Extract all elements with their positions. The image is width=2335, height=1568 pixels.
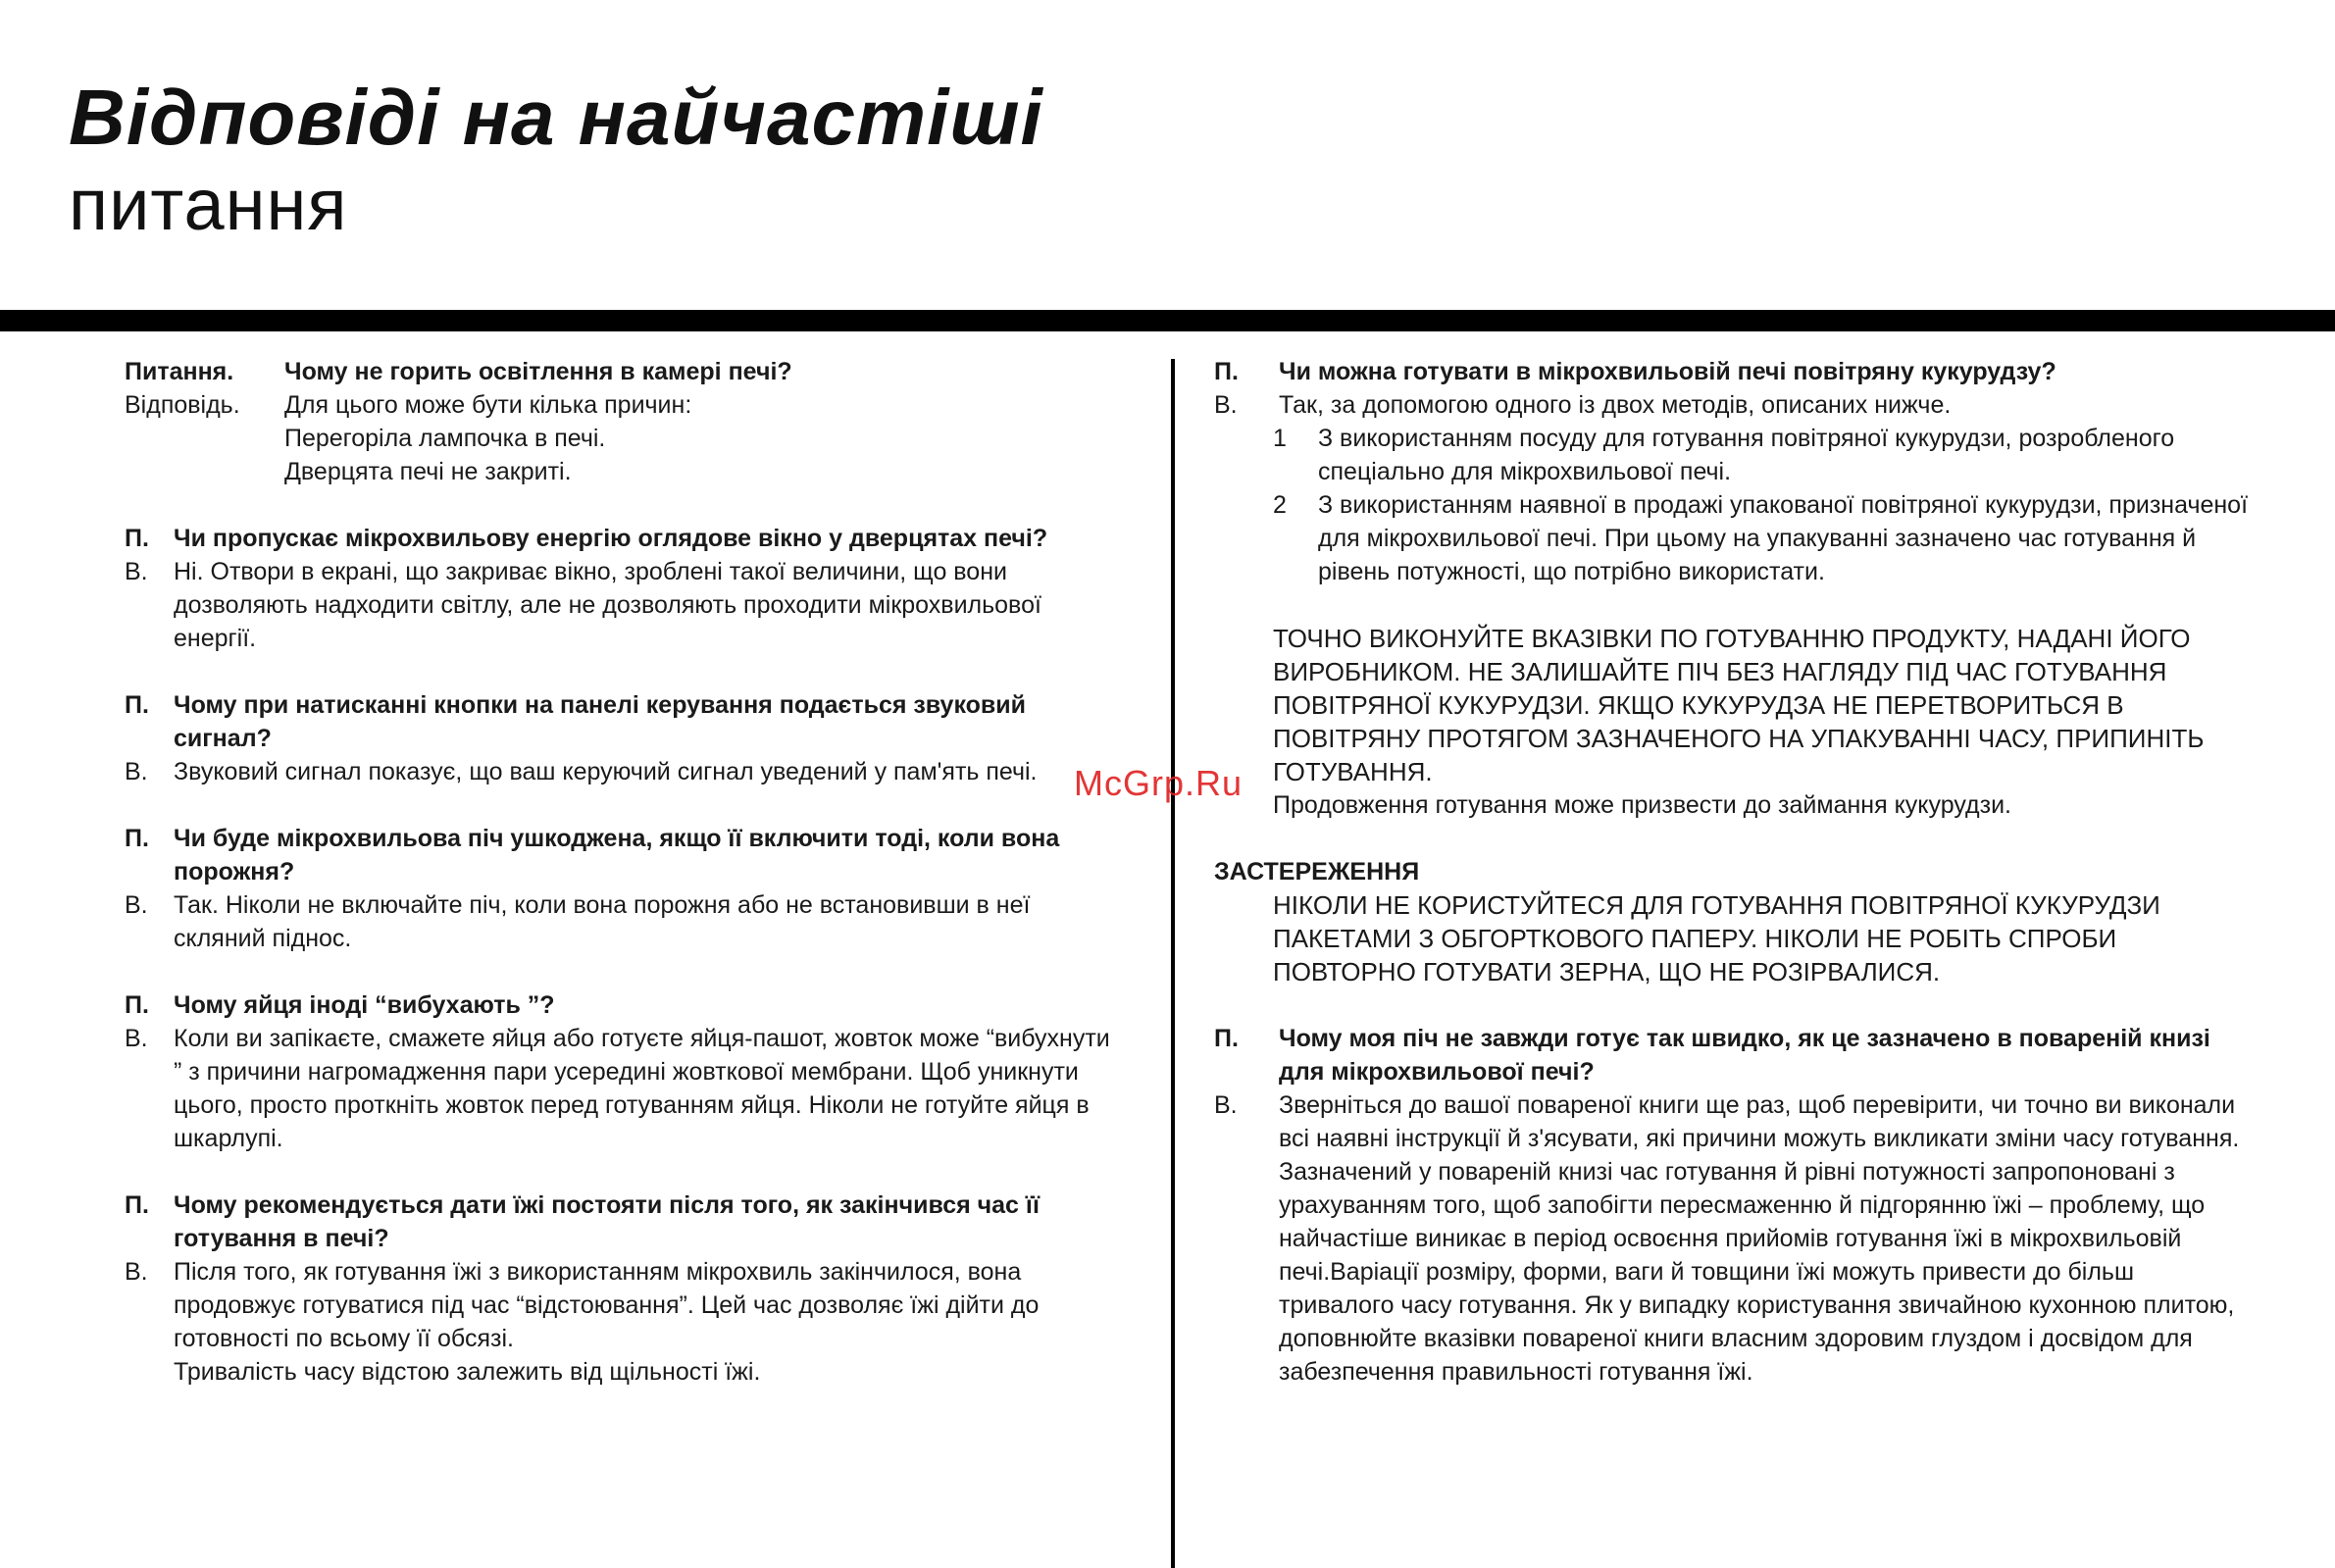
answer-item: Перегоріла лампочка в печі. [284,425,606,452]
watermark: McGrp.Ru [1074,763,1244,803]
answer-text: Зверніться до вашої повареної книги ще раз, щоб перевірити, чи точно ви виконали всі наявні інструкції й з'ясувати, які причини можуть викликати зміни часу готування. Зазначений у повареній книзі час готування й рівні потужності запропоновані з урахуванням того, щоб запобігти пересмаженню й підгорянню їжі – проблему, що найчастіше виникає в період освоєння прийомів готування їжі в мікрохвильовій печі.Варіації розміру, форми, ваги й товщини їжі можуть привести до більш тривалого часу готування. Як у випадку користування звичайною кухонною плитою, доповнюйте вказівки повареної книги власним здоровим глуздом і досвідом для забезпечення правильності готування їжі. [1279,1091,2240,1386]
faq-item [125,1189,1125,1389]
list-item [1273,488,2254,588]
warning-block [1214,855,2254,988]
answer-label: В. [125,891,148,919]
warning-title: ЗАСТЕРЕЖЕННЯ [1214,858,1420,885]
question-text: Чи буде мікрохвильова піч ушкоджена, якщо її включити тоді, коли вона порожня? [174,825,1060,885]
answer-label: В. [125,1025,148,1052]
column-divider [1171,359,1175,1568]
question-text: Чому яйця іноді “вибухають ”? [174,991,555,1019]
answer-label: В. [1214,1091,1238,1119]
faq-item [1214,355,2254,822]
question-label: П. [125,1191,149,1219]
answer-label: Відповідь. [125,391,240,419]
answer-text: Після того, як готування їжі з використанням мікрохвиль закінчилося, вона продовжує готуватися під час “відстоювання”. Цей час дозволяє їжі дійти до готовності по всьому її обсязі. [174,1258,1040,1352]
answer-label: В. [125,758,148,785]
question-label: П. [125,991,149,1019]
answer-item: Дверцята печі не закриті. [284,458,572,485]
method-list [1214,422,2254,588]
question-text: Чому моя піч не завжди готує так швидко, як це зазначено в повареній книзі для мікрохвильової печі? [1279,1025,2210,1086]
question-label: П. [125,825,149,852]
question-label: П. [1214,1025,1239,1052]
question-text: Чи пропускає мікрохвильову енергію оглядове вікно у дверцятах печі? [174,525,1048,552]
right-column [1214,355,2254,1389]
page-title: Відповіді на найчастіші [69,74,1043,161]
faq-item [125,822,1125,955]
list-text: З використанням наявної в продажі упакованої повітряної кукурудзи, призначеної для мікрохвильової печі. При цьому на упакуванні зазначено час готування й рівень потужності, що потрібно використати. [1318,491,2249,585]
page-subtitle: питання [69,164,348,245]
answer-label: В. [125,1258,148,1286]
answer-text: Коли ви запікаєте, смажете яйця або готуєте яйця-пашот, жовток може “вибухнути ” з причини нагромадження пари усередині жовткової мембрани. Щоб уникнути цього, просто проткніть жовток перед готуванням яйця. Ніколи не готуйте яйця в шкарлупі. [174,1025,1110,1152]
question-text: Чому не горить освітлення в камері печі? [284,358,792,385]
answer-label: В. [1214,391,1238,419]
faq-item [1214,1022,2254,1389]
question-label: Питання. [125,358,234,385]
question-label: П. [125,691,149,719]
answer-text-extra: Тривалість часу відстою залежить від щільності їжі. [174,1358,761,1386]
faq-item [125,988,1125,1155]
answer-text: Так. Ніколи не включайте піч, коли вона порожня або не встановивши в неї скляний піднос. [174,891,1031,952]
answer-text: Для цього може бути кілька причин: [284,391,692,419]
warning-text: НІКОЛИ НЕ КОРИСТУЙТЕСЯ ДЛЯ ГОТУВАННЯ ПОВІТРЯНОЇ КУКУРУДЗИ ПАКЕТАМИ З ОБГОРТКОВОГО ПАПЕРУ. НІКОЛИ НЕ РОБІТЬ СПРОБИ ПОВТОРНО ГОТУВАТИ ЗЕРНА, ЩО НЕ РОЗІРВАЛИСЯ. [1273,890,2160,986]
question-text: Чому при натисканні кнопки на панелі керування подається звуковий сигнал? [174,691,1027,752]
answer-text: Так, за допомогою одного із двох методів, описаних нижче. [1279,391,1952,419]
list-text: З використанням посуду для готування повітряної кукурудзи, розробленого спеціально для мікрохвильової печі. [1318,425,2175,485]
question-text: Чи можна готувати в мікрохвильовій печі повітряну кукурудзу? [1279,358,2056,385]
header-rule [0,310,2335,331]
list-number: 1 [1273,425,1287,452]
answer-label: В. [125,558,148,585]
question-label: П. [125,525,149,552]
caps-instructions: ТОЧНО ВИКОНУЙТЕ ВКАЗІВКИ ПО ГОТУВАННЮ ПРОДУКТУ, НАДАНІ ЙОГО ВИРОБНИКОМ. НЕ ЗАЛИШАЙТЕ ПІЧ БЕЗ НАГЛЯДУ ПІД ЧАС ГОТУВАННЯ ПОВІТРЯНОЇ КУКУРУДЗИ. ЯКЩО КУКУРУДЗА НЕ ПЕРЕТВОРИТЬСЯ В ПОВІТРЯНУ ПРОТЯГОМ ЗАЗНАЧЕНОГО НА УПАКУВАННІ ЧАСУ, ПРИПИНІТЬ ГОТУВАННЯ. [1273,624,2205,786]
question-text: Чому рекомендується дати їжі постояти після того, як закінчився час її готування в печі? [174,1191,1040,1252]
list-item [1273,422,2254,488]
faq-item [125,522,1125,655]
faq-item [125,355,1125,488]
answer-text: Ні. Отвори в екрані, що закриває вікно, зроблені такої величини, що вони дозволяють надходити світлу, але не дозволяють проходити мікрохвильової енергії. [174,558,1041,652]
answer-text: Звуковий сигнал показує, що ваш керуючий сигнал уведений у пам'ять печі. [174,758,1038,785]
left-column [125,355,1125,1389]
question-label: П. [1214,358,1239,385]
faq-item [125,688,1125,788]
list-number: 2 [1273,491,1287,519]
note-text: Продовження готування може призвести до займання кукурудзи. [1273,791,2011,819]
